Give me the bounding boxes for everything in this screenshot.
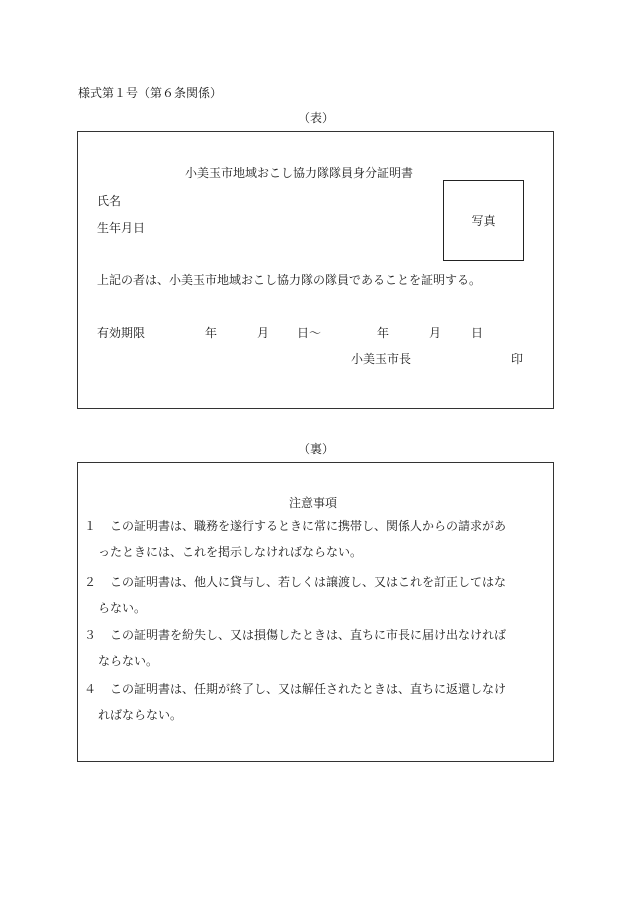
note-line: この証明書は、任期が終了し、又は解任されたときは、直ちに返還しなけ [110,682,507,696]
validity-end-day: 日 [471,326,484,340]
photo-label: 写真 [471,214,496,228]
issuer-title: 小美玉市長 [351,352,412,366]
note-number: １ [84,519,97,533]
note-number: ４ [84,682,97,696]
seal-mark: 印 [511,352,524,366]
certification-statement: 上記の者は、小美玉市地域おこし協力隊の隊員であることを証明する。 [97,273,482,287]
note-line: この証明書を紛失し、又は損傷したときは、直ちに市長に届け出なければ [110,628,507,642]
front-card [77,131,554,409]
validity-start-day: 日～ [297,326,322,340]
back-label: （裏） [298,442,335,456]
note-line: この証明書は、他人に貸与し、若しくは譲渡し、又はこれを訂正してはな [110,575,507,589]
photo-box [443,180,524,261]
validity-end-month: 月 [429,326,442,340]
note-line: らない。 [98,601,147,615]
name-label: 氏名 [97,194,122,208]
note-number: ３ [84,628,97,642]
front-label: （表） [298,111,335,125]
birth-date-label: 生年月日 [97,221,146,235]
note-line: ればならない。 [98,708,183,722]
notes-title: 注意事項 [289,496,338,510]
validity-start-year: 年 [205,326,218,340]
note-line: ならない。 [98,654,159,668]
note-line: ったときには、これを掲示しなければならない。 [98,545,363,559]
validity-end-year: 年 [377,326,390,340]
validity-label: 有効期限 [97,326,146,340]
note-number: ２ [84,575,97,589]
validity-start-month: 月 [257,326,270,340]
form-number: 様式第１号（第６条関係） [78,86,223,100]
note-line: この証明書は、職務を遂行するときに常に携帯し、関係人からの請求があ [110,519,507,533]
certificate-title: 小美玉市地域おこし協力隊隊員身分証明書 [185,166,414,180]
